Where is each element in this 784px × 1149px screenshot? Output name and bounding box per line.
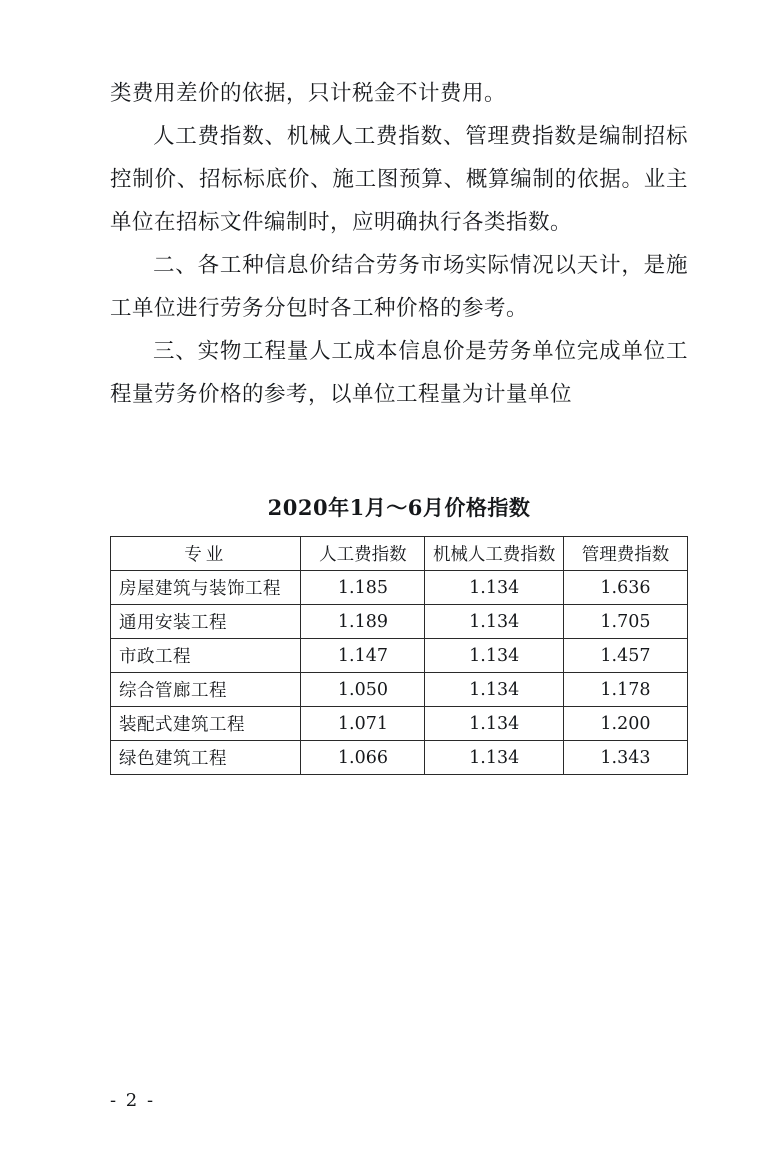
table-row — [111, 673, 688, 707]
paragraph-4: 三、实物工程量人工成本信息价是劳务单位完成单位工程量劳务价格的参考，以单位工程量为计量单位 — [110, 339, 688, 407]
row-label: 综合管廊工程 — [111, 673, 301, 707]
row-label: 房屋建筑与装饰工程 — [111, 571, 301, 605]
row-label: 绿色建筑工程 — [111, 741, 301, 775]
table-row — [111, 571, 688, 605]
cell-machine-labor-index: 1.134 — [425, 639, 563, 673]
cell-labor-index: 1.147 — [301, 639, 425, 673]
cell-machine-labor-index: 1.134 — [425, 673, 563, 707]
column-header-machine-labor-index: 机械人工费指数 — [425, 537, 563, 571]
cell-labor-index: 1.050 — [301, 673, 425, 707]
cell-machine-labor-index: 1.134 — [425, 707, 563, 741]
column-header-management-index: 管理费指数 — [563, 537, 687, 571]
cell-machine-labor-index: 1.134 — [425, 741, 563, 775]
cell-management-index: 1.636 — [563, 571, 687, 605]
cell-management-index: 1.178 — [563, 673, 687, 707]
body-text-block — [110, 72, 688, 416]
paragraph-1: 类费用差价的依据，只计税金不计费用。 — [110, 81, 507, 106]
column-header-specialty: 专业 — [111, 537, 301, 571]
cell-machine-labor-index: 1.134 — [425, 605, 563, 639]
cell-management-index: 1.705 — [563, 605, 687, 639]
paragraph-3: 二、各工种信息价结合劳务市场实际情况以天计，是施工单位进行劳务分包时各工种价格的参考。 — [110, 253, 688, 321]
cell-labor-index: 1.066 — [301, 741, 425, 775]
table-row — [111, 741, 688, 775]
cell-labor-index: 1.071 — [301, 707, 425, 741]
table-title: 2020年1月～6月价格指数 — [267, 495, 531, 520]
row-label: 市政工程 — [111, 639, 301, 673]
table-header-row — [111, 537, 688, 571]
column-header-labor-index: 人工费指数 — [301, 537, 425, 571]
table-row — [111, 707, 688, 741]
cell-management-index: 1.343 — [563, 741, 687, 775]
cell-labor-index: 1.185 — [301, 571, 425, 605]
cell-management-index: 1.200 — [563, 707, 687, 741]
table-row — [111, 639, 688, 673]
row-label: 通用安装工程 — [111, 605, 301, 639]
page-number: - 2 - — [110, 1090, 156, 1111]
price-index-table — [110, 536, 688, 775]
cell-management-index: 1.457 — [563, 639, 687, 673]
row-label: 装配式建筑工程 — [111, 707, 301, 741]
table-row — [111, 605, 688, 639]
cell-machine-labor-index: 1.134 — [425, 571, 563, 605]
paragraph-2: 人工费指数、机械人工费指数、管理费指数是编制招标控制价、招标标底价、施工图预算、概算编制的依据。业主单位在招标文件编制时，应明确执行各类指数。 — [110, 124, 688, 235]
cell-labor-index: 1.189 — [301, 605, 425, 639]
